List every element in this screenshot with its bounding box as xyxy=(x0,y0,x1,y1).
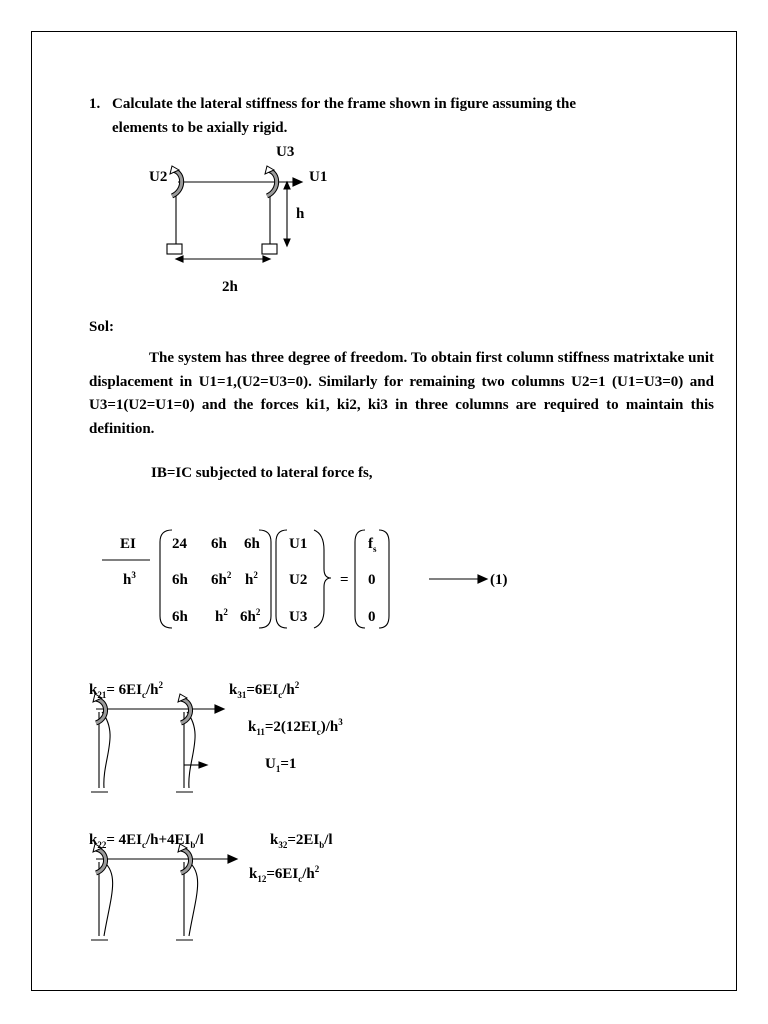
f-vec-2: 0 xyxy=(368,572,376,588)
equals-sign: = xyxy=(340,572,349,588)
m-r3c2: $h^2$ xyxy=(215,607,228,625)
question-number: 1. xyxy=(89,96,101,112)
ib-line: IB=IC subjected to lateral force fs, xyxy=(151,465,373,481)
label-k21: $k_{21}= 6EI_c/h^2$ xyxy=(89,680,163,700)
label-k22: $k_{22}= 4EI_c/h+4EI_b/l$ xyxy=(89,832,204,850)
label-u1: U1 xyxy=(309,169,328,185)
label-k31: $k_{31}=6EI_c/h^2$ xyxy=(229,680,300,700)
label-u1-unit: $U_1=1$ xyxy=(265,756,297,774)
label-u2: U2 xyxy=(149,169,168,185)
f-vec-3: 0 xyxy=(368,609,376,625)
label-k32: $k_{32}=2EI_b/l$ xyxy=(270,832,333,850)
frame-figure xyxy=(0,0,768,320)
m-r3c3: $6h^2$ xyxy=(240,607,261,625)
f-vec-1: $f_s$ xyxy=(368,536,377,554)
rotation-symbol-left xyxy=(170,166,182,196)
eq-denominator: $h^3$ xyxy=(123,570,136,588)
matrix-equation xyxy=(0,520,768,640)
label-2h: 2h xyxy=(222,279,238,295)
sol-label: Sol: xyxy=(89,319,115,335)
m-r1c3: 6h xyxy=(244,536,260,552)
m-r1c1: 24 xyxy=(172,536,187,552)
equation-number: (1) xyxy=(490,572,508,588)
solution-text: The system has three degree of freedom. To obtain first column stiffness matrixtake unit displacement in U1=1,(U2=U3=0). Similarly for remaining two columns U2=1 (U1=U3=0) and U3=1(U2=U1=0) and the forces ki1, ki2, ki3 in three columns are required to maintain this definition. xyxy=(89,350,714,437)
question-line-1: Calculate the lateral stiffness for the frame shown in figure assuming the xyxy=(112,96,576,112)
m-r2c3: $h^2$ xyxy=(245,570,258,588)
rotation-symbol-right xyxy=(265,166,277,196)
m-r1c2: 6h xyxy=(211,536,227,552)
m-r3c1: 6h xyxy=(172,609,188,625)
m-r2c2: $6h^2$ xyxy=(211,570,232,588)
m-r2c1: 6h xyxy=(172,572,188,588)
solution-paragraph xyxy=(89,347,714,441)
eq-numerator: EI xyxy=(120,536,136,552)
u-vec-2: U2 xyxy=(289,572,308,588)
u-vec-1: U1 xyxy=(289,536,308,552)
label-h: h xyxy=(296,206,305,222)
u-vec-3: U3 xyxy=(289,609,308,625)
question-line-2: elements to be axially rigid. xyxy=(112,120,288,136)
label-k12: $k_{12}=6EI_c/h^2$ xyxy=(249,864,320,884)
label-u3: U3 xyxy=(276,144,295,160)
label-k11: $k_{11}=2(12EI_c)/h^3$ xyxy=(248,717,343,737)
